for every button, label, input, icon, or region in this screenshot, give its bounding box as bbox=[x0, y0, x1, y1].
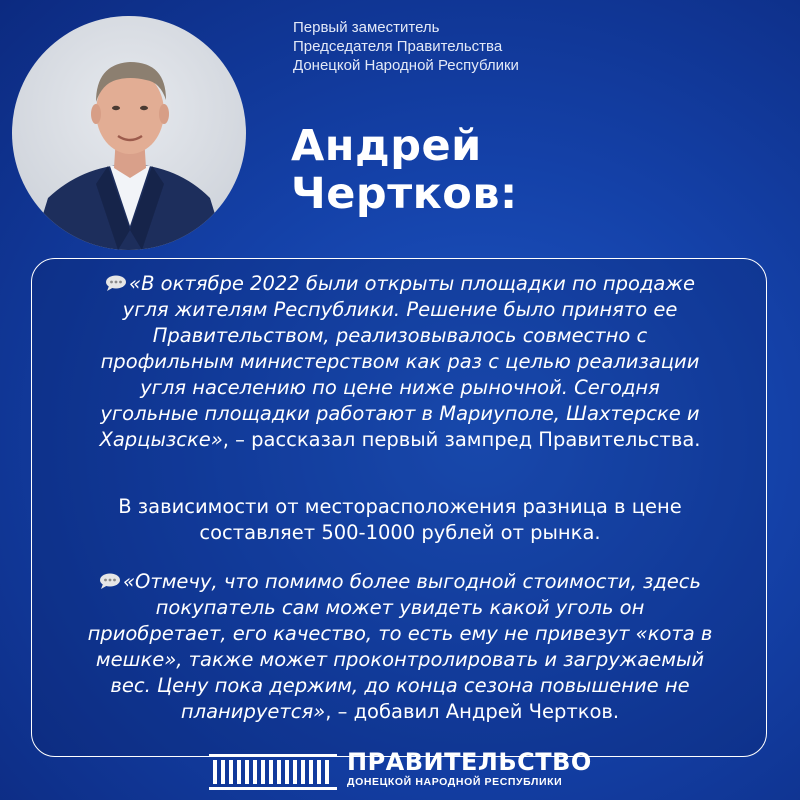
quote-1 bbox=[0, 271, 800, 453]
quote-line: угля населению по цене ниже рыночной. Сегодня bbox=[140, 376, 660, 399]
quote-line bbox=[0, 271, 800, 297]
quote-line bbox=[0, 427, 800, 453]
quote-line: профильным министерством как раз с целью реализации bbox=[100, 350, 700, 373]
quote-line: приобретает, его качество, то есть ему не привезут «кота в bbox=[87, 622, 713, 645]
paragraph-line: составляет 500-1000 рублей от рынка. bbox=[199, 521, 601, 544]
attribution-text: , – рассказал первый зампред Правительства. bbox=[222, 428, 701, 451]
speaker-position bbox=[293, 18, 713, 75]
name-line: Андрей bbox=[291, 121, 482, 171]
quote-line: угля жителям Республики. Решение было принято ее bbox=[122, 298, 678, 321]
quote-line-text: Харцызске» bbox=[99, 428, 223, 451]
name-line: Чертков: bbox=[291, 169, 518, 219]
government-logo bbox=[209, 748, 609, 794]
quote-line: Правительством, реализовывалось совместно с bbox=[152, 324, 648, 347]
quote-line: вес. Цену пока держим, до конца сезона повышение не bbox=[110, 674, 690, 697]
speaker-portrait bbox=[12, 16, 246, 250]
position-line: Председателя Правительства bbox=[293, 38, 503, 55]
logo-title: ПРАВИТЕЛЬСТВО bbox=[347, 748, 592, 776]
position-line: Первый заместитель bbox=[293, 19, 440, 36]
logo-subtitle: ДОНЕЦКОЙ НАРОДНОЙ РЕСПУБЛИКИ bbox=[347, 776, 563, 788]
speech-bubble-icon bbox=[99, 573, 121, 589]
quote-line-text: «В октябре 2022 были открыты площадки по продаже bbox=[129, 272, 695, 295]
paragraph-line: В зависимости от месторасположения разница в цене bbox=[118, 495, 682, 518]
quote-line: угольные площадки работают в Мариуполе, Шахтерске и bbox=[100, 402, 700, 425]
quote-line-text: планируется» bbox=[180, 700, 326, 723]
position-line: Донецкой Народной Республики bbox=[293, 57, 519, 74]
price-difference-paragraph bbox=[0, 494, 800, 546]
quote-2 bbox=[0, 569, 800, 725]
quote-line-text: «Отмечу, что помимо более выгодной стоимости, здесь bbox=[122, 570, 702, 593]
quote-line bbox=[0, 569, 800, 595]
attribution-text: , – добавил Андрей Чертков. bbox=[325, 700, 620, 723]
quote-line bbox=[0, 699, 800, 725]
speaker-name bbox=[291, 122, 711, 218]
government-building-icon bbox=[209, 754, 337, 790]
quote-line: покупатель сам может увидеть какой уголь он bbox=[155, 596, 645, 619]
speech-bubble-icon bbox=[105, 275, 127, 291]
quote-line: мешке», также может проконтролировать и загружаемый bbox=[95, 648, 705, 671]
portrait-illustration bbox=[12, 16, 246, 250]
